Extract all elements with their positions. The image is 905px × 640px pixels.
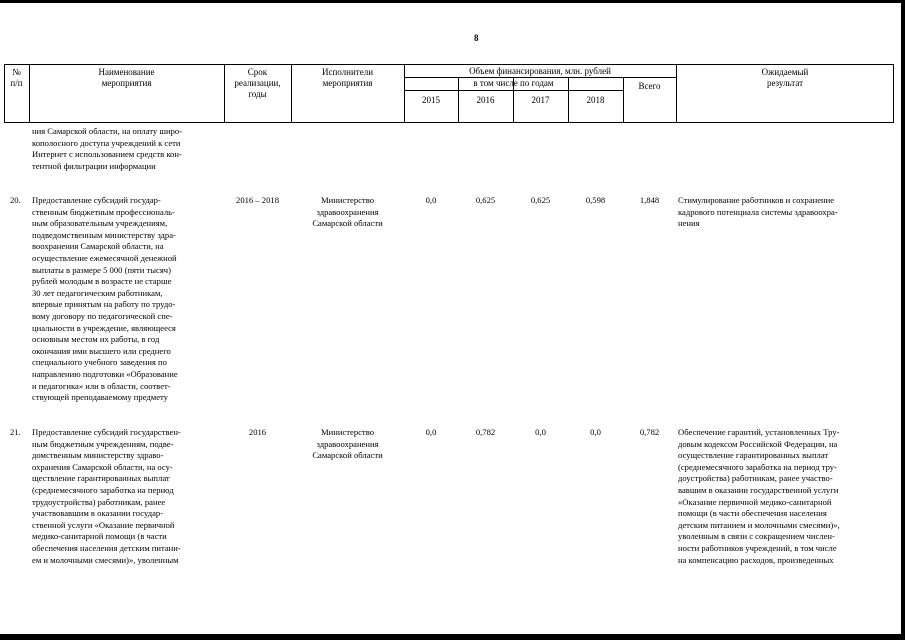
header-name: Наименование мероприятия — [98, 67, 155, 88]
row-value-2018: 0,0 — [590, 427, 601, 437]
row-term: 2016 – 2018 — [236, 195, 279, 205]
row-total: 1,848 — [639, 195, 660, 205]
row-value-2017: 0,625 — [530, 195, 551, 205]
header-year-2017: 2017 — [531, 95, 550, 105]
row-num: 21. — [10, 427, 21, 437]
row-result: Стимулирование работников и сохранение кадрового потенциала системы здравоохра- нения — [678, 195, 838, 229]
row-value-2015: 0,0 — [425, 427, 437, 437]
header-year-2015: 2015 — [422, 95, 440, 105]
row-value-2016: 0,782 — [475, 427, 496, 437]
row-executor: Министерство здравоохранения Самарской области — [312, 195, 383, 229]
header-funding: Объем финансирования, млн. рублей — [469, 66, 611, 76]
bottom-border — [0, 634, 905, 640]
header-num: № п/п — [10, 67, 23, 88]
header-result: Ожидаемый результат — [761, 67, 809, 88]
right-edge — [901, 0, 905, 640]
top-border — [0, 0, 905, 3]
row-value-2016: 0,625 — [475, 195, 496, 205]
row-value-2015: 0,0 — [425, 195, 437, 205]
row-value-2018: 0,598 — [585, 195, 606, 205]
page-number: 8 — [474, 33, 479, 43]
row-value-2017: 0,0 — [535, 427, 546, 437]
header-year-2016: 2016 — [476, 95, 495, 105]
header-by-year: в том числе по годам — [473, 78, 554, 88]
row-total: 0,782 — [639, 427, 660, 437]
row-divider — [404, 90, 623, 91]
row-term: 2016 — [248, 427, 267, 437]
row-result: Обеспечение гарантий, установленных Тру- довым кодексом Российской Федерации, на осуществление гарантированных выплат (среднемесячного заработка на период тру- доустройства) работникам, ранее участво- вавшим в оказании государственной услуги «Оказание первичной медико-санитарной помощи (в части обеспечения населения детским питанием и молочными смесями)», уволенным в связи с сокращением числен- ности работников учреждений, в том числе на компенсацию расходов, произведенных — [678, 427, 840, 565]
row-num: 20. — [10, 195, 21, 205]
row-name: Предоставление субсидий государ- ственным бюджетным профессиональ- ным образовательным учреждениям, подведомственным министерству здра- воохранения Самарской области, на осуществление ежемесячной денежной выплаты в размере 5 000 (пяти тысяч) рублей молодым в возрасте не старше 30 лет педагогическим работникам, впервые принятым на работу по трудо- вому договору по педагогической спе- циальности в учреждение, являющееся основным местом их работы, в год окончания ими высшего или среднего специального учебного заведения по направлению подготовки «Образование и педагогика» или в области, соответ- ствующей преподаваемому предмету — [32, 195, 178, 403]
header-total: Всего — [638, 81, 661, 91]
header-year-2018: 2018 — [586, 95, 605, 105]
header-executors: Исполнители мероприятия — [321, 67, 374, 88]
row-name: Предоставление субсидий государствен- ным бюджетным учреждениям, подве- домственным министерству здраво- охранения Самарской области, на осу- ществление гарантированных выплат (среднемесячного заработка на период трудоустройства) работникам, ранее участвовавшим в оказании государ- ственной услуги «Оказание первичной медико-санитарной помощи (в части обеспечения населения детским питани- ем и молочными смесями)», уволенным — [32, 427, 181, 565]
continuation-text: ния Самарской области, на оплату широ- кополосного доступа учреждений к сети Интернет с использованием средств кон- тентной фильтрации информации — [32, 126, 183, 171]
header-term: Срок реализации, годы — [234, 67, 281, 99]
row-executor: Министерство здравоохранения Самарской области — [312, 427, 383, 461]
